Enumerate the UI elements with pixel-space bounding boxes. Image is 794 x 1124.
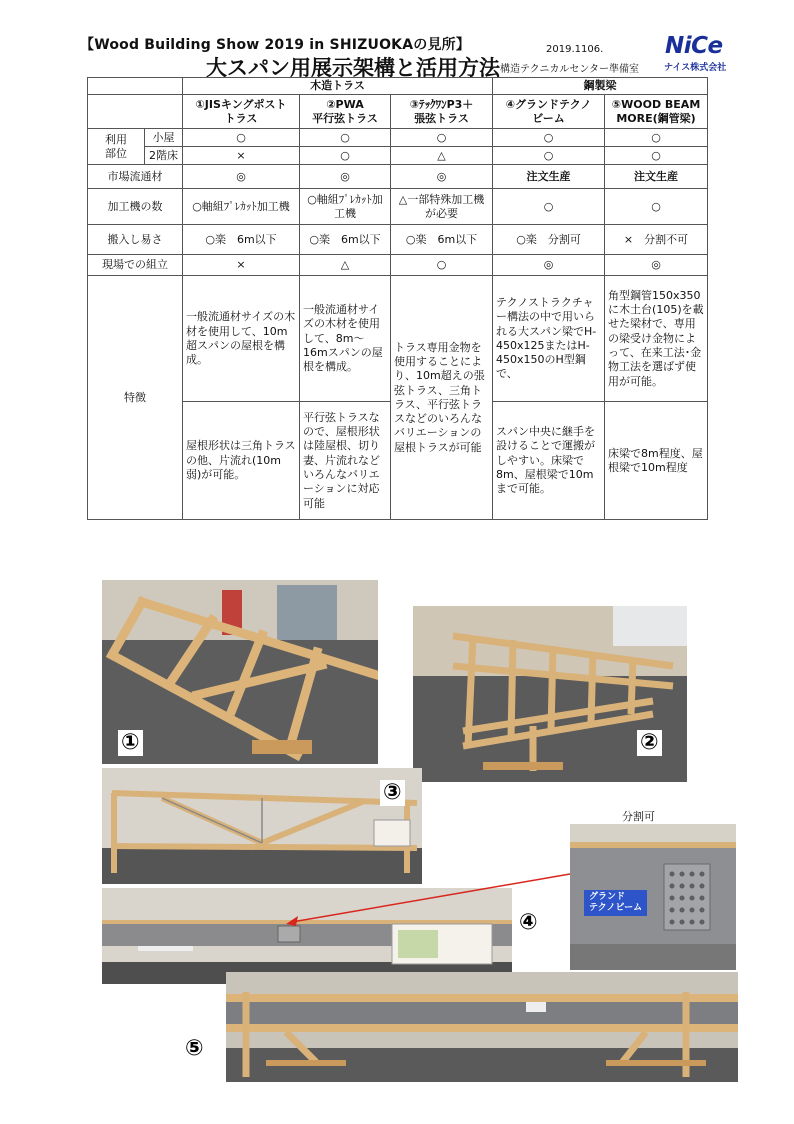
table-cell: ○ bbox=[605, 147, 708, 165]
table-cell: ○ bbox=[391, 255, 493, 276]
table-cell: ○軸組ﾌﾟﾚｶｯﾄ加工機 bbox=[300, 189, 391, 225]
wood-beam-more-image bbox=[226, 972, 738, 1082]
feature-cell: 一般流通材サイズの木材を使用して、8m～16mスパンの屋根を構成。 bbox=[300, 276, 391, 402]
photo-kingpost-truss bbox=[102, 580, 378, 764]
table-cell: ○ bbox=[605, 189, 708, 225]
photo-number: ④ bbox=[516, 910, 541, 936]
company-name: ナイス株式会社 bbox=[664, 63, 727, 73]
row-label: 小屋 bbox=[145, 129, 183, 147]
table-cell: ○ bbox=[493, 129, 605, 147]
feature-cell: 一般流通材サイズの木材を使用して、10m超スパンの屋根を構成。 bbox=[183, 276, 300, 402]
feature-cell: 角型鋼管150x350に木土台(105)を載せた梁材で、専用の梁受け金物によって、在来工法･金物工法を選ばず使用が可能。 bbox=[605, 276, 708, 402]
column-header: ①JISキングポスト トラス bbox=[183, 95, 300, 129]
table-cell: ○楽 6m以下 bbox=[300, 225, 391, 255]
table-cell: ◎ bbox=[605, 255, 708, 276]
date: 2019.1106. bbox=[546, 44, 604, 55]
table-cell: × 分割不可 bbox=[605, 225, 708, 255]
photo-number: ⑤ bbox=[182, 1036, 207, 1062]
photo-wood-beam-more bbox=[226, 972, 738, 1082]
table-cell: ○ bbox=[493, 147, 605, 165]
table-cell: 注文生産 bbox=[493, 165, 605, 189]
group-wood-header: 木造トラス bbox=[183, 78, 493, 95]
department: 構造テクニカルセンター準備室 bbox=[500, 64, 639, 75]
row-label: 特徴 bbox=[88, 276, 183, 520]
kingpost-truss-image bbox=[102, 580, 378, 764]
split-label: 分割可 bbox=[622, 810, 655, 823]
table-cell: △ bbox=[300, 255, 391, 276]
feature-cell: テクノストラクチャー構法の中で用いられる大スパン梁でH-450x125またはH-450x150のH型鋼で、 bbox=[493, 276, 605, 402]
table-cell: × bbox=[183, 255, 300, 276]
tension-truss-image bbox=[102, 768, 422, 884]
table-cell: ○ bbox=[493, 189, 605, 225]
table-cell: ◎ bbox=[493, 255, 605, 276]
table-cell: △一部特殊加工機が必要 bbox=[391, 189, 493, 225]
column-header: ⑤WOOD BEAM MORE(鋼管梁) bbox=[605, 95, 708, 129]
table-cell: ○ bbox=[300, 129, 391, 147]
table-cell: ◎ bbox=[183, 165, 300, 189]
table-cell: ○軸組ﾌﾟﾚｶｯﾄ加工機 bbox=[183, 189, 300, 225]
row-label: 2階床 bbox=[145, 147, 183, 165]
show-title: 【Wood Building Show 2019 in SHIZUOKAの見所】 bbox=[80, 37, 471, 53]
table-cell: ○ bbox=[183, 129, 300, 147]
use-label: 利用 部位 bbox=[88, 129, 145, 165]
group-steel-header: 鋼製梁 bbox=[493, 78, 708, 95]
column-header: ②PWA 平行弦トラス bbox=[300, 95, 391, 129]
feature-cell: トラス専用金物を使用することにより、10m超えの張弦トラス、三角トラス、平行弦トラスなどのいろんなバリエーションの屋根トラスが可能 bbox=[391, 276, 493, 520]
photo-number: ③ bbox=[380, 780, 405, 806]
table-cell: ◎ bbox=[300, 165, 391, 189]
photo-tension-truss bbox=[102, 768, 422, 884]
table-cell: ◎ bbox=[391, 165, 493, 189]
feature-cell: 平行弦トラスなので、屋根形状は陸屋根、切り妻、片流れなどいろんなバリエーションに対応可能 bbox=[300, 402, 391, 520]
table-cell: ○ bbox=[605, 129, 708, 147]
feature-cell: 床梁で8m程度、屋根梁で10m程度 bbox=[605, 402, 708, 520]
table-cell: 注文生産 bbox=[605, 165, 708, 189]
table-cell: ○楽 6m以下 bbox=[183, 225, 300, 255]
corner-cell-2 bbox=[88, 95, 183, 129]
row-label: 市場流通材 bbox=[88, 165, 183, 189]
row-label: 現場での組立 bbox=[88, 255, 183, 276]
corner-cell bbox=[88, 78, 183, 95]
table-cell: △ bbox=[391, 147, 493, 165]
feature-cell: スパン中央に継手を設けることで運搬がしやすい。床梁で8m、屋根梁で10mまで可能。 bbox=[493, 402, 605, 520]
table-cell: ○ bbox=[300, 147, 391, 165]
spec-table bbox=[87, 77, 708, 520]
table-cell: ○楽 分割可 bbox=[493, 225, 605, 255]
beam-sign: グランド テクノビーム bbox=[584, 890, 647, 916]
photo-number: ② bbox=[637, 730, 662, 756]
column-header: ③ﾃｯｸﾜﾝP3＋ 張弦トラス bbox=[391, 95, 493, 129]
table-cell: × bbox=[183, 147, 300, 165]
row-label: 加工機の数 bbox=[88, 189, 183, 225]
row-label: 搬入し易さ bbox=[88, 225, 183, 255]
table-cell: ○ bbox=[391, 129, 493, 147]
photo-beam-joint-closeup bbox=[570, 824, 736, 970]
table-cell: ○楽 6m以下 bbox=[391, 225, 493, 255]
company-logo: NiCe bbox=[665, 33, 723, 59]
photo-number: ① bbox=[118, 730, 143, 756]
page-title: 大スパン用展示架構と活用方法 bbox=[206, 56, 500, 80]
callout-arrow bbox=[280, 872, 580, 932]
feature-cell: 屋根形状は三角トラスの他、片流れ(10m弱)が可能。 bbox=[183, 402, 300, 520]
photo-parallel-truss bbox=[413, 606, 687, 782]
column-header: ④グランドテクノ ビーム bbox=[493, 95, 605, 129]
